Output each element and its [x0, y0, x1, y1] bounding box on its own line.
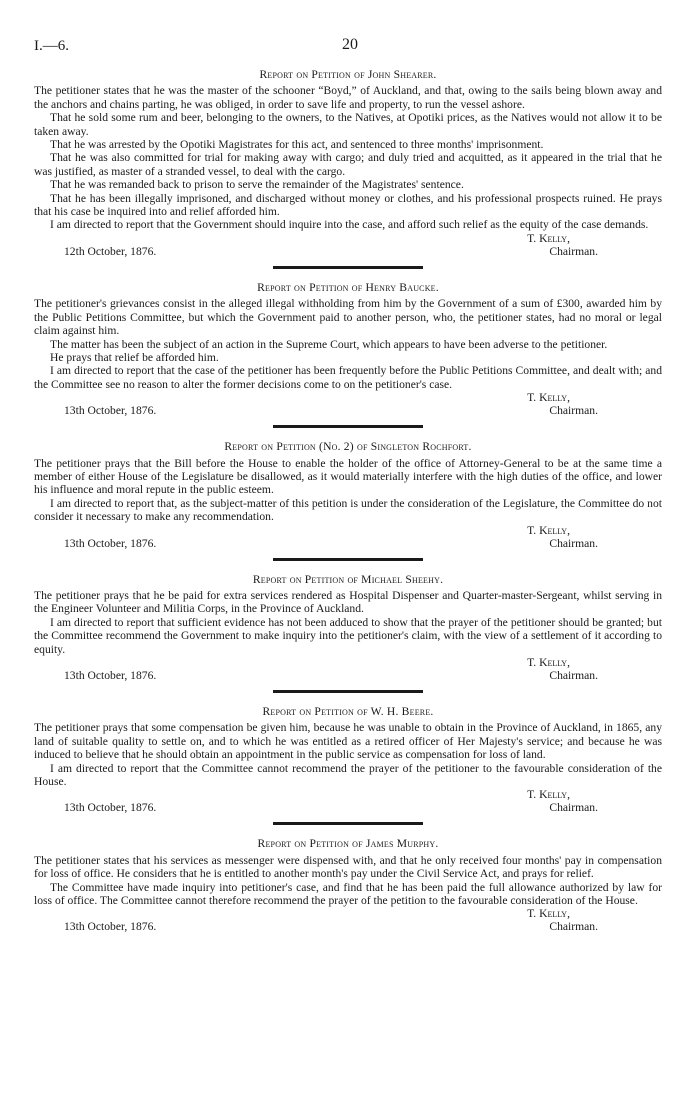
report-paragraph: The petitioner states that he was the master of the schooner “Boyd,” of Auckland, and that, owing to the sails being blown away and the anchors and chains parting, he was obliged, in order to save life and property, to run the vessel ashore.	[34, 84, 662, 111]
report-date: 13th October, 1876.	[64, 920, 157, 934]
report-paragraph: That he was arrested by the Opotiki Magistrates for this act, and sentenced to three months' imprisonment.	[50, 138, 544, 152]
report-beere	[34, 705, 662, 825]
signatory-title: Chairman.	[549, 244, 598, 258]
signatory-name: T. Kelly,	[527, 788, 570, 802]
section-divider	[273, 690, 423, 693]
report-paragraph: The matter has been the subject of an action in the Supreme Court, which appears to have been adverse to the petitioner.	[50, 337, 608, 351]
report-paragraph: That he was remanded back to prison to serve the remainder of the Magistrates' sentence.	[50, 178, 464, 192]
report-date: 13th October, 1876.	[64, 536, 157, 550]
report-paragraph: The Committee have made inquiry into petitioner's case, and find that he has been paid the full allowance authorized by law for loss of office. The Committee cannot therefore recommend the prayer of the petition to the favourable consideration of the House.	[34, 880, 662, 908]
report-title: Report on Petition of W. H. Beere.	[262, 705, 434, 718]
report-paragraph: That he sold some rum and beer, belonging to the owners, to the Natives, at Opotiki prices, as the Natives would not allow it to be taken away.	[34, 111, 662, 138]
signatory-title: Chairman.	[549, 669, 598, 682]
report-date: 13th October, 1876.	[64, 801, 157, 815]
document-code: I.—6.	[34, 38, 69, 54]
report-shearer	[34, 68, 662, 269]
signatory-name: T. Kelly,	[527, 907, 570, 921]
report-rochfort	[34, 440, 662, 560]
report-paragraph: The petitioner states that his services as messenger were dispensed with, and that he only received four months' pay in compensation for loss of office. He considers that he is entitled to another month's pay under the Civil Service Act, and prays for relief.	[34, 853, 662, 881]
report-title: Report on Petition of James Murphy.	[257, 837, 439, 851]
report-date: 13th October, 1876.	[64, 669, 157, 682]
signature-block	[34, 391, 662, 419]
report-paragraph: The petitioner's grievances consist in the alleged illegal withholding from him by the Government of a sum of £300, awarded him by the Public Petitions Committee, but which the Government paid to another person, who, the petitioner states, had no moral or legal claim against him.	[34, 297, 662, 338]
document-body	[34, 68, 662, 947]
report-paragraph: I am directed to report that sufficient evidence has not been adduced to show that the prayer of the petitioner should be granted; but the Committee recommend the Government to make inquiry into the petitioner's claim, with the view of a settlement of it according to equity.	[34, 615, 662, 656]
report-sheehy	[34, 573, 662, 693]
signatory-title: Chairman.	[549, 801, 598, 815]
report-paragraph: The petitioner prays that some compensation be given him, because he was unable to obtain in the Province of Auckland, in 1865, any land of suitable quality to settle on, and to which he was entitled as a retired officer of Her Majesty's service; and because he was induced to believe that he should obtain an appointment in the public service as compensation for loss of land.	[34, 721, 662, 762]
signatory-title: Chairman.	[549, 920, 598, 934]
report-paragraph: The petitioner prays that the Bill before the House to enable the holder of the office of Attorney-General to be at the same time a member of either House of the Legislature be disallowed, as it would materially interfere with the high duties of the office, and lower his influence and moral repute in the public esteem.	[34, 456, 662, 497]
page-number: 20	[342, 36, 358, 53]
section-divider	[273, 822, 423, 825]
report-paragraph: That he was also committed for trial for making away with cargo; and duly tried and acquitted, as it appeared in the trial that he was justified, as master of a stranded vessel, to deal with the cargo.	[34, 151, 662, 178]
report-paragraph: That he has been illegally imprisoned, and discharged without money or clothes, and his professional prospects ruined. He prays that his case be inquired into and relief afforded him.	[34, 191, 662, 219]
report-title: Report on Petition (No. 2) of Singleton Rochfort.	[224, 440, 472, 454]
report-date: 13th October, 1876.	[64, 404, 157, 418]
report-title: Report on Petition of Michael Sheehy.	[252, 572, 444, 586]
report-paragraph: I am directed to report that the case of the petitioner has been frequently before the Public Petitions Committee, and dealt with; and the Committee see no reason to alter the former decisions come to on the petitioner's case.	[34, 364, 662, 391]
section-divider	[273, 425, 423, 428]
report-baucke	[34, 281, 662, 428]
report-paragraph: The petitioner prays that he be paid for extra services rendered as Hospital Dispenser and Quarter-master-Sergeant, whilst serving in the Engineer Volunteer and Militia Corps, in the Province of Auckland.	[34, 588, 662, 616]
signatory-name: T. Kelly,	[527, 523, 570, 537]
report-title: Report on Petition of John Shearer.	[259, 68, 437, 81]
signature-block	[34, 656, 662, 684]
signature-block	[34, 232, 662, 260]
section-divider	[273, 558, 423, 561]
signatory-name: T. Kelly,	[527, 231, 570, 245]
report-date: 12th October, 1876.	[64, 244, 157, 258]
report-paragraph: I am directed to report that, as the subject-matter of this petition is under the consideration of the Legislature, the Committee do not consider it necessary to make any recommendation.	[34, 496, 662, 524]
signature-block	[34, 788, 662, 816]
signature-block	[34, 907, 662, 935]
report-murphy	[34, 837, 662, 935]
section-divider	[273, 266, 423, 269]
signatory-title: Chairman.	[549, 536, 598, 550]
report-paragraph: I am directed to report that the Committee cannot recommend the prayer of the petitioner to the favourable consideration of the House.	[34, 761, 662, 789]
signature-block	[34, 524, 662, 552]
signatory-name: T. Kelly,	[527, 391, 570, 405]
report-paragraph: He prays that relief be afforded him.	[50, 350, 219, 364]
signatory-name: T. Kelly,	[527, 656, 570, 669]
report-paragraph: I am directed to report that the Government should inquire into the case, and afford such relief as the equity of the case demands.	[50, 218, 649, 232]
report-title: Report on Petition of Henry Baucke.	[257, 280, 439, 294]
signatory-title: Chairman.	[549, 404, 598, 418]
